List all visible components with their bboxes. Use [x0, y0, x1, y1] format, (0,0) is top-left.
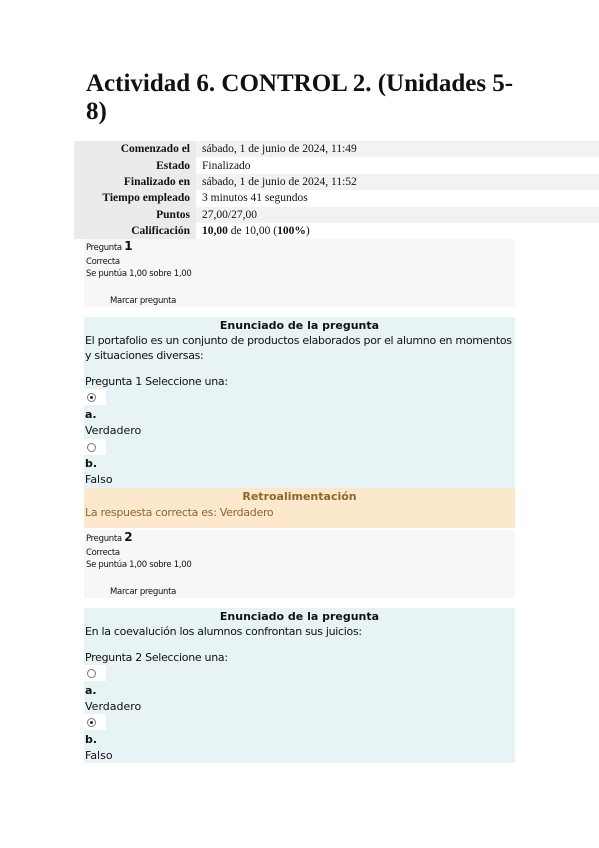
- question-2-content: [84, 608, 515, 763]
- option-text: Verdadero: [85, 424, 142, 437]
- option-a-radio-cell[interactable]: [84, 389, 106, 405]
- summary-value: 3 minutos 41 segundos: [202, 192, 308, 205]
- question-grade: Se puntúa 1,00 sobre 1,00: [86, 560, 192, 570]
- question-label: Pregunta: [86, 243, 122, 253]
- option-letter: b.: [85, 733, 98, 746]
- summary-label: Estado: [74, 157, 196, 173]
- summary-label: Finalizado en: [74, 174, 196, 190]
- summary-row: [74, 223, 599, 239]
- radio-selected-icon[interactable]: [87, 718, 96, 727]
- summary-value: sábado, 1 de junio de 2024, 11:52: [196, 174, 599, 190]
- question-label: Pregunta: [86, 534, 122, 544]
- question-1-info: [84, 239, 515, 307]
- summary-label: Tiempo empleado: [74, 190, 196, 206]
- summary-label: Comenzado el: [74, 141, 196, 157]
- question-header: Enunciado de la pregunta: [219, 610, 380, 623]
- option-letter: b.: [85, 457, 98, 470]
- question-number-value: 1: [124, 239, 133, 253]
- radio-unselected-icon[interactable]: [87, 669, 96, 678]
- summary-label: Calificación: [74, 223, 196, 239]
- question-1-content: [84, 317, 515, 488]
- question-2-info: [84, 530, 515, 598]
- attempt-summary-table: [74, 141, 599, 239]
- summary-value: sábado, 1 de junio de 2024, 11:49: [196, 141, 599, 157]
- radio-unselected-icon[interactable]: [87, 443, 96, 452]
- option-letter: a.: [85, 684, 97, 697]
- summary-row: [74, 190, 599, 206]
- grade-close: ): [305, 225, 310, 238]
- grade-percent: 100%: [277, 225, 306, 238]
- question-status: Correcta: [86, 257, 120, 267]
- question-number: [86, 241, 133, 254]
- feedback-text: La respuesta correcta es: Verdadero: [85, 506, 274, 519]
- option-letter: a.: [85, 408, 97, 421]
- option-b-radio-cell[interactable]: [84, 714, 106, 730]
- feedback-header: Retroalimentación: [242, 490, 357, 503]
- question-number: [86, 532, 133, 545]
- grade-value: [196, 223, 599, 239]
- grade-out-of: de 10,00 (: [227, 225, 278, 238]
- summary-value: 27,00/27,00: [196, 207, 599, 223]
- radio-selected-icon[interactable]: [87, 393, 96, 402]
- question-header: Enunciado de la pregunta: [219, 319, 380, 332]
- summary-label: Puntos: [74, 207, 196, 223]
- option-b-radio-cell[interactable]: [84, 439, 106, 455]
- question-status: Correcta: [86, 548, 120, 558]
- option-text: Verdadero: [85, 700, 142, 713]
- grade-score: 10,00: [202, 225, 228, 238]
- summary-row: [74, 174, 599, 190]
- page-title: Actividad 6. CONTROL 2. (Unidades 5-8): [86, 70, 514, 125]
- option-text: Falso: [85, 749, 113, 762]
- summary-row: [74, 157, 599, 173]
- option-a-radio-cell[interactable]: [84, 665, 106, 681]
- summary-value: Finalizado: [202, 159, 251, 172]
- question-prompt: Pregunta 1 Seleccione una:: [85, 375, 228, 388]
- summary-row: [74, 141, 599, 157]
- option-text: Falso: [85, 473, 113, 486]
- flag-question-link[interactable]: Marcar pregunta: [110, 296, 177, 306]
- question-grade: Se puntúa 1,00 sobre 1,00: [86, 269, 192, 279]
- flag-question-link[interactable]: Marcar pregunta: [110, 587, 177, 597]
- question-text: En la coevalución los alumnos confrontan sus juicios:: [85, 625, 362, 638]
- summary-row: [74, 207, 599, 223]
- question-text: El portafolio es un conjunto de productos elaborados por el alumno en momentos y situaciones diversas:: [85, 334, 512, 362]
- question-prompt: Pregunta 2 Seleccione una:: [85, 651, 228, 664]
- feedback-box: [84, 488, 515, 528]
- question-number-value: 2: [124, 530, 133, 544]
